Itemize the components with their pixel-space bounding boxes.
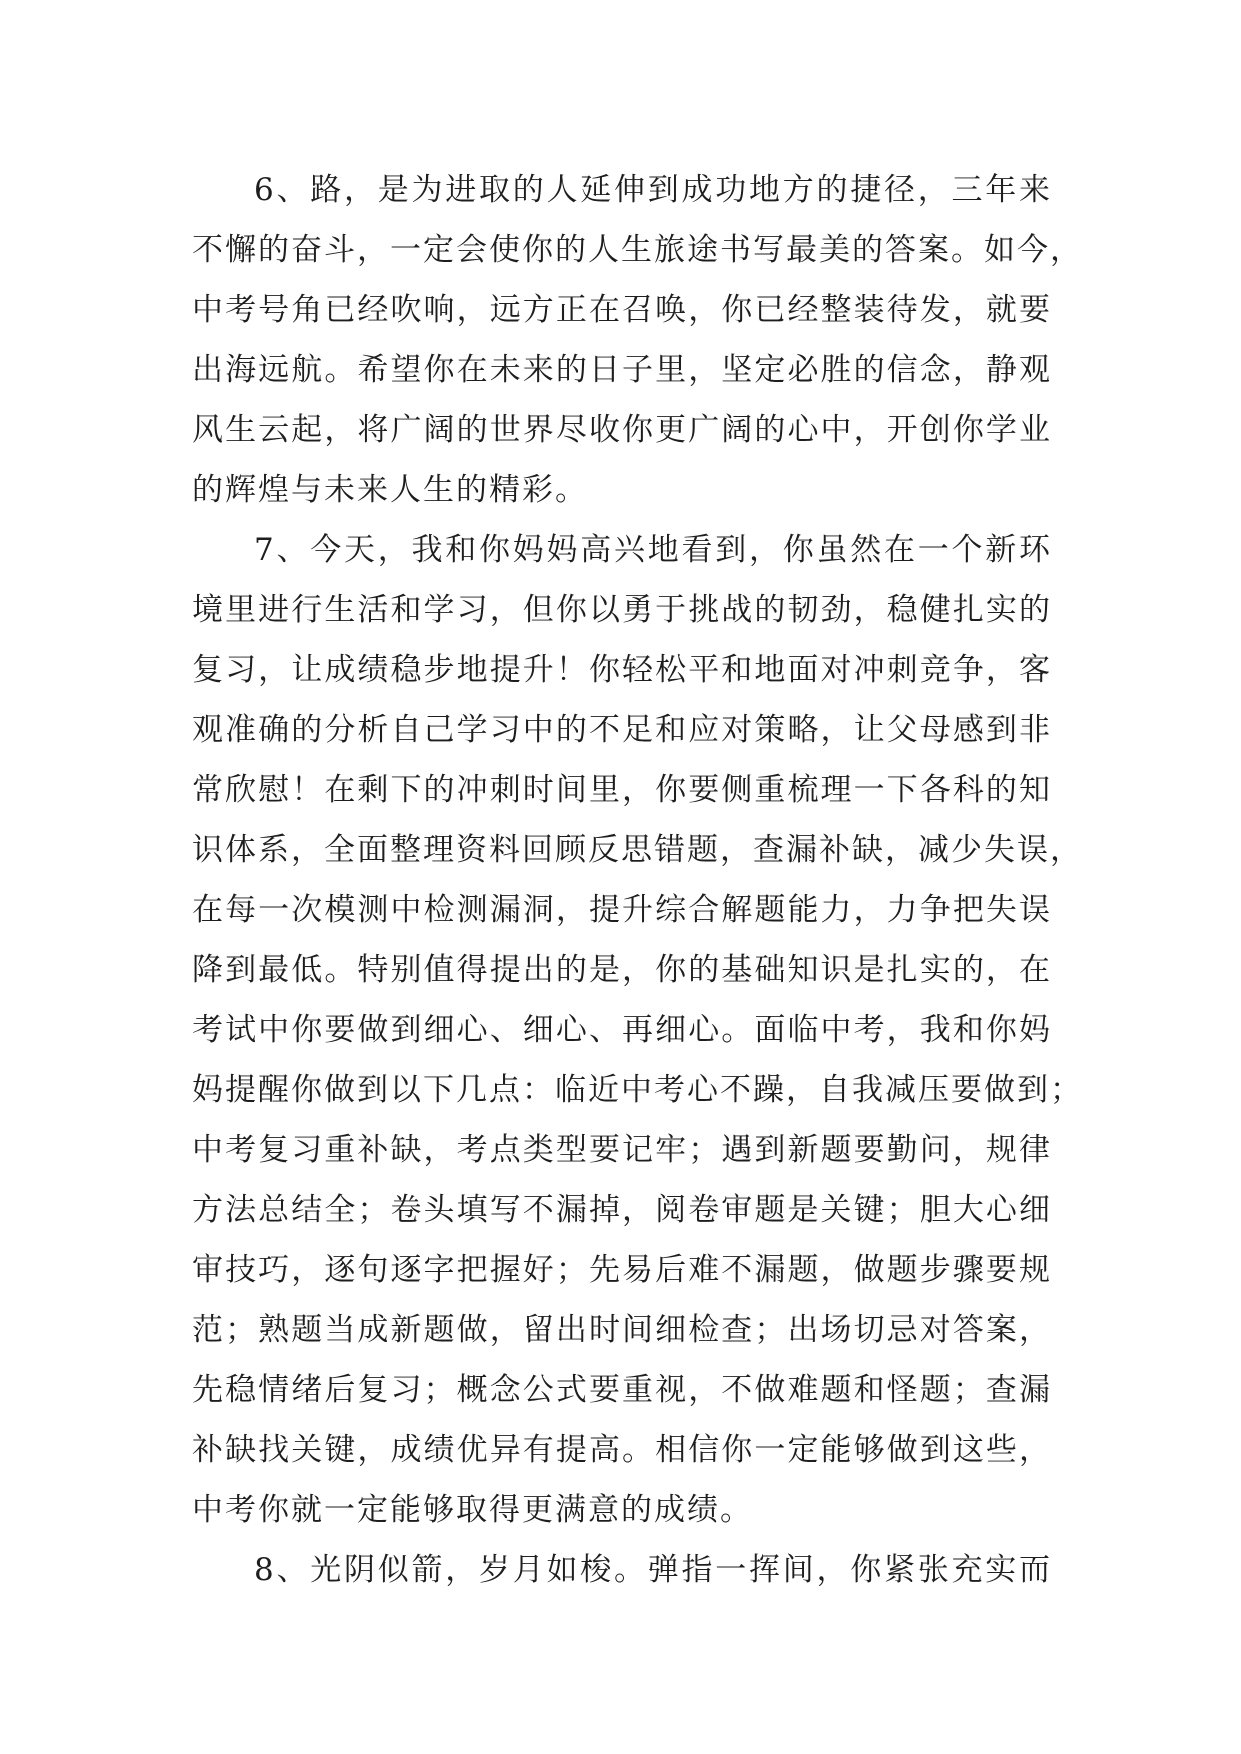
- text-line: 出海远航。希望你在未来的日子里，坚定必胜的信念，静观: [192, 352, 1052, 388]
- text-line: 7、今天，我和你妈妈高兴地看到，你虽然在一个新环: [254, 532, 1052, 568]
- text-line: 观准确的分析自己学习中的不足和应对策略，让父母感到非: [192, 712, 1052, 748]
- text-line: 先稳情绪后复习；概念公式要重视，不做难题和怪题；查漏: [192, 1372, 1052, 1408]
- text-line: 审技巧，逐句逐字把握好；先易后难不漏题，做题步骤要规: [192, 1252, 1052, 1288]
- text-line: 在每一次模测中检测漏洞，提升综合解题能力，力争把失误: [192, 892, 1052, 928]
- text-line: 补缺找关键，成绩优异有提高。相信你一定能够做到这些，: [192, 1432, 1052, 1468]
- text-line: 范；熟题当成新题做，留出时间细检查；出场切忌对答案，: [192, 1312, 1052, 1348]
- paragraph-7: [192, 520, 1083, 1540]
- text-line: 降到最低。特别值得提出的是，你的基础知识是扎实的，在: [192, 952, 1052, 988]
- text-line: 8、光阴似箭，岁月如梭。弹指一挥间，你紧张充实而: [254, 1552, 1052, 1588]
- text-line: 的辉煌与未来人生的精彩。: [192, 472, 588, 508]
- text-line: 常欣慰！在剩下的冲刺时间里，你要侧重梳理一下各科的知: [192, 772, 1052, 808]
- text-line: 中考复习重补缺，考点类型要记牢；遇到新题要勤问，规律: [192, 1132, 1052, 1168]
- text-line: 风生云起，将广阔的世界尽收你更广阔的心中，开创你学业: [192, 412, 1052, 448]
- text-line: 识体系，全面整理资料回顾反思错题，查漏补缺，减少失误，: [192, 832, 1083, 868]
- document-body: [192, 160, 1083, 1600]
- text-line: 中考你就一定能够取得更满意的成绩。: [192, 1492, 753, 1528]
- text-line: 妈提醒你做到以下几点：临近中考心不躁，自我减压要做到；: [192, 1072, 1083, 1108]
- text-line: 考试中你要做到细心、细心、再细心。面临中考，我和你妈: [192, 1012, 1052, 1048]
- text-line: 中考号角已经吹响，远方正在召唤，你已经整装待发，就要: [192, 292, 1052, 328]
- text-line: 6、路，是为进取的人延伸到成功地方的捷径，三年来: [254, 172, 1052, 208]
- text-line: 不懈的奋斗，一定会使你的人生旅途书写最美的答案。如今，: [192, 232, 1083, 268]
- text-line: 复习，让成绩稳步地提升！你轻松平和地面对冲刺竞争，客: [192, 652, 1052, 688]
- paragraph-6: [192, 160, 1083, 520]
- text-line: 境里进行生活和学习，但你以勇于挑战的韧劲，稳健扎实的: [192, 592, 1052, 628]
- paragraph-8: [192, 1540, 1052, 1600]
- text-line: 方法总结全；卷头填写不漏掉，阅卷审题是关键；胆大心细: [192, 1192, 1052, 1228]
